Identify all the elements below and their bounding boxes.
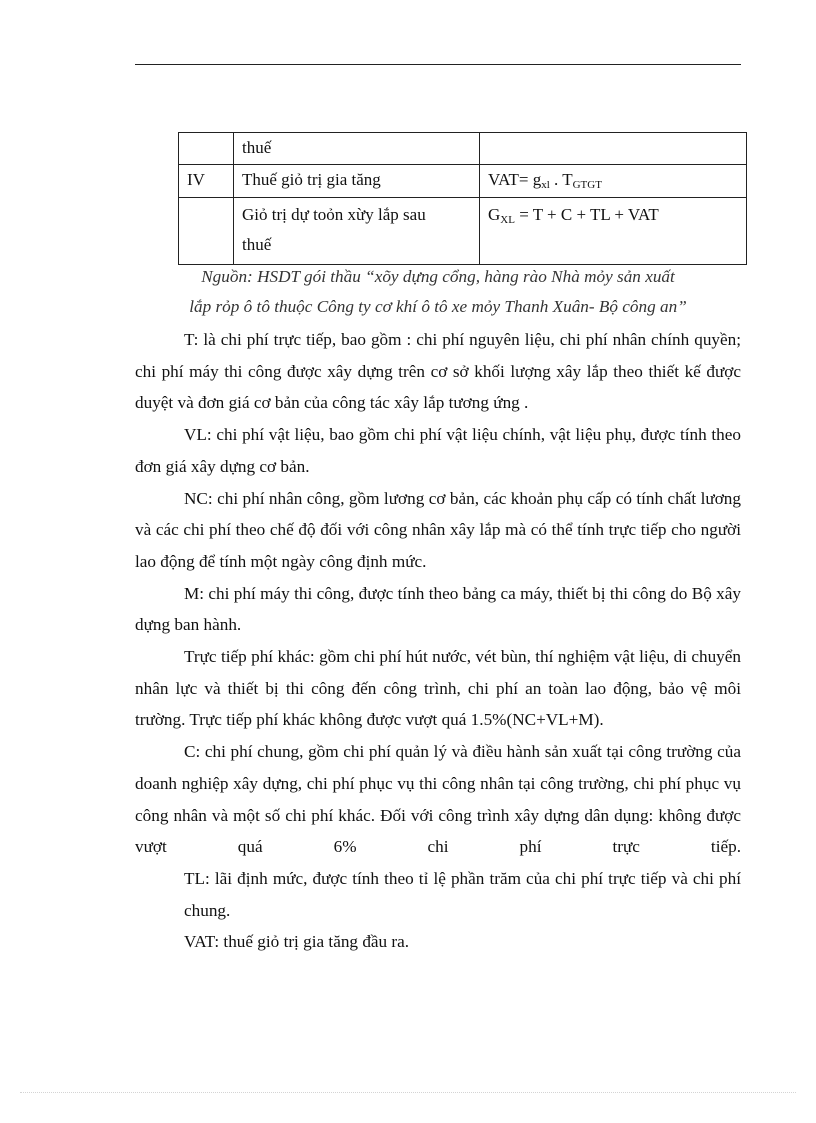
table-row: [179, 133, 747, 165]
table-cell-formula: [480, 198, 747, 265]
source-line: Nguồn: HSDT gói thầu “xõy dựng cổng, hàng rào Nhà mỏy sản xuất: [201, 267, 675, 286]
table-cell-formula: [480, 165, 747, 198]
formula-subscript: GTGT: [572, 179, 602, 191]
paragraph-vl: VL: chi phí vật liệu, bao gồm chi phí vật liệu chính, vật liệu phụ, được tính theo đơn giá xây dựng cơ bản.: [135, 425, 741, 476]
formula-subscript: XL: [500, 214, 515, 226]
header-rule: [135, 64, 741, 65]
paragraph-other-direct-costs: Trực tiếp phí khác: gồm chi phí hút nước, vét bùn, thí nghiệm vật liệu, di chuyển nhân lực và thiết bị thi công đến công trình, chi phí an toàn lao động, bảo vệ môi trường. Trực tiếp phí khác không được vượt quá 1.5%(NC+VL+M).: [135, 647, 741, 730]
table-cell-item: thuế: [234, 133, 480, 165]
table-cell-item: Thuế giỏ trị gia tăng: [234, 165, 480, 198]
cost-table: [178, 132, 747, 265]
table-cell-num: [179, 198, 234, 265]
paragraph-tl: TL: lãi định mức, được tính theo tỉ lệ phần trăm của chi phí trực tiếp và chi phí chung.: [184, 868, 741, 920]
footer-rule: [20, 1092, 796, 1093]
paragraph-t: T: là chi phí trực tiếp, bao gồm : chi phí nguyên liệu, chi phí nhân chính quyền; chi phí máy thi công được xây dựng trên cơ sở khối lượng xây lắp theo thiết kế được duyệt và đơn giá cơ bản của công tác xây lắp tương ứng .: [135, 330, 741, 413]
paragraph-nc: NC: chi phí nhân công, gồm lương cơ bản, các khoản phụ cấp có tính chất lương và các chi phí theo chế độ đối với công nhân xây lắp mà có thể tính trực tiếp cho người lao động để tính một ngày công định mức.: [135, 488, 741, 571]
paragraph-vat: VAT: thuế giỏ trị gia tăng đầu ra.: [184, 932, 410, 952]
formula-subscript: xl: [541, 179, 550, 191]
paragraph-c: C: chi phí chung, gồm chi phí quản lý và điều hành sản xuất tại công trường của doanh nghiệp xây dựng, chi phí phục vụ thi công nhân tại công trường, chi phí phục vụ công nhân và một số chi phí khác. Đối với công trình xây dựng dân dụng: không được vượt quá 6% chi phí trực tiếp.: [135, 742, 741, 857]
formula-text: G: [488, 205, 501, 224]
table-cell-item-line: Giỏ trị dự toỏn xừy lắp sau: [242, 205, 426, 224]
source-note: [135, 262, 741, 322]
table-cell-item-line: thuế: [242, 235, 272, 254]
paragraph-m: M: chi phí máy thi công, được tính theo bảng ca máy, thiết bị thi công do Bộ xây dựng ban hành.: [135, 583, 741, 635]
formula-text: VAT= g: [488, 170, 542, 189]
table-cell-formula: [480, 133, 747, 165]
table-cell-num: [179, 133, 234, 165]
table-cell-num: IV: [179, 165, 234, 198]
formula-text: = T + C + TL + VAT: [514, 205, 659, 224]
table-cell-item: [234, 198, 480, 265]
source-line: lắp rỏp ô tô thuộc Công ty cơ khí ô tô xe mỏy Thanh Xuân- Bộ công an”: [189, 297, 687, 316]
body-text: [135, 324, 741, 958]
table-row: [179, 198, 747, 265]
table-row: [179, 165, 747, 198]
formula-text: . T: [549, 170, 573, 189]
